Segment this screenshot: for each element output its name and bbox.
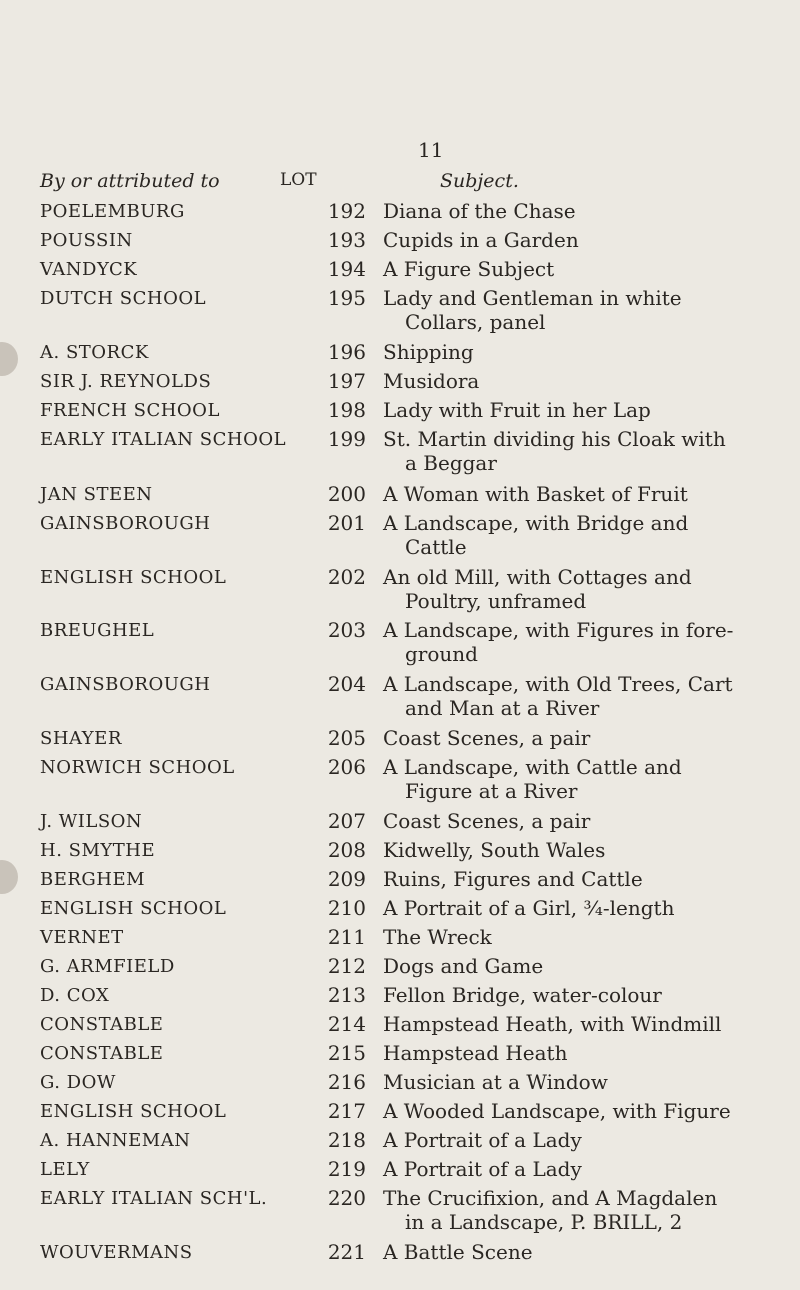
- subject-text: [383, 1041, 793, 1065]
- subject-line: Fellon Bridge, water-colour: [383, 983, 662, 1007]
- subject-continuation: a Beggar: [405, 451, 497, 475]
- subject-line: A Landscape, with Figures in fore-: [383, 618, 734, 642]
- lot-number: 214: [327, 1012, 366, 1036]
- artist-name: G. ARMFIELD: [40, 956, 175, 977]
- subject-text: [383, 672, 793, 720]
- lot-number: 205: [327, 726, 366, 750]
- artist-name: SHAYER: [40, 728, 122, 749]
- artist-name: EARLY ITALIAN SCHOOL: [40, 429, 287, 450]
- lot-number: 209: [327, 867, 366, 891]
- subject-text: [383, 954, 793, 978]
- lot-number: 208: [327, 838, 366, 862]
- lot-number: 203: [327, 618, 366, 642]
- lot-number: 215: [327, 1041, 366, 1065]
- lot-number: 195: [327, 286, 366, 310]
- artist-name: CONSTABLE: [40, 1014, 164, 1035]
- subject-text: [383, 482, 793, 506]
- artist-name: BREUGHEL: [40, 620, 155, 641]
- subject-line: A Battle Scene: [383, 1240, 533, 1264]
- subject-text: [383, 755, 793, 803]
- subject-line: Cupids in a Garden: [383, 228, 579, 252]
- artist-name: ENGLISH SCHOOL: [40, 567, 227, 588]
- subject-text: [383, 565, 793, 613]
- subject-line: Lady with Fruit in her Lap: [383, 398, 651, 422]
- artist-name: GAINSBOROUGH: [40, 513, 211, 534]
- artist-name: POELEMBURG: [40, 201, 185, 222]
- artist-name: GAINSBOROUGH: [40, 674, 211, 695]
- lot-number: 212: [327, 954, 366, 978]
- subject-text: [383, 726, 793, 750]
- paper-spot: [0, 860, 18, 894]
- subject-continuation: and Man at a River: [405, 696, 600, 720]
- subject-line: Shipping: [383, 340, 474, 364]
- lot-number: 216: [327, 1070, 366, 1094]
- subject-text: [383, 1012, 793, 1036]
- subject-text: [383, 427, 793, 475]
- subject-line: A Landscape, with Old Trees, Cart: [383, 672, 733, 696]
- subject-continuation: ground: [405, 642, 478, 666]
- lot-number: 206: [327, 755, 366, 779]
- subject-text: [383, 1186, 793, 1234]
- artist-name: BERGHEM: [40, 869, 146, 890]
- lot-number: 211: [327, 925, 366, 949]
- subject-line: St. Martin dividing his Cloak with: [383, 427, 726, 451]
- subject-line: Musician at a Window: [383, 1070, 608, 1094]
- artist-name: ENGLISH SCHOOL: [40, 898, 227, 919]
- subject-text: [383, 398, 793, 422]
- subject-line: Diana of the Chase: [383, 199, 576, 223]
- subject-text: [383, 257, 793, 281]
- artist-name: A. STORCK: [40, 342, 149, 363]
- artist-name: LELY: [40, 1159, 90, 1180]
- artist-name: VANDYCK: [40, 259, 138, 280]
- subject-text: [383, 1157, 793, 1181]
- subject-line: Coast Scenes, a pair: [383, 809, 591, 833]
- artist-name: ENGLISH SCHOOL: [40, 1101, 227, 1122]
- lot-number: 217: [327, 1099, 366, 1123]
- subject-line: The Wreck: [383, 925, 492, 949]
- lot-number: 218: [327, 1128, 366, 1152]
- subject-continuation: Cattle: [405, 535, 467, 559]
- subject-continuation: Figure at a River: [405, 779, 578, 803]
- subject-line: A Wooded Landscape, with Figure: [383, 1099, 731, 1123]
- lot-number: 219: [327, 1157, 366, 1181]
- lot-number: 213: [327, 983, 366, 1007]
- header-subject: Subject.: [440, 170, 519, 192]
- subject-line: A Portrait of a Lady: [383, 1128, 582, 1152]
- lot-number: 200: [327, 482, 366, 506]
- lot-number: 192: [327, 199, 366, 223]
- artist-name: WOUVERMANS: [40, 1242, 193, 1263]
- subject-line: Coast Scenes, a pair: [383, 726, 591, 750]
- subject-line: A Landscape, with Bridge and: [383, 511, 689, 535]
- subject-text: [383, 618, 793, 666]
- subject-line: Hampstead Heath: [383, 1041, 568, 1065]
- lot-number: 202: [327, 565, 366, 589]
- subject-text: [383, 369, 793, 393]
- subject-line: A Portrait of a Lady: [383, 1157, 582, 1181]
- subject-line: Hampstead Heath, with Windmill: [383, 1012, 722, 1036]
- lot-number: 221: [327, 1240, 366, 1264]
- page-number: 11: [418, 138, 444, 162]
- artist-name: DUTCH SCHOOL: [40, 288, 207, 309]
- subject-line: Kidwelly, South Wales: [383, 838, 606, 862]
- subject-text: [383, 809, 793, 833]
- lot-number: 207: [327, 809, 366, 833]
- artist-name: H. SMYTHE: [40, 840, 156, 861]
- subject-line: Ruins, Figures and Cattle: [383, 867, 643, 891]
- subject-continuation: in a Landscape, P. BRILL, 2: [405, 1210, 683, 1234]
- subject-line: Lady and Gentleman in white: [383, 286, 682, 310]
- lot-number: 220: [327, 1186, 366, 1210]
- lot-number: 194: [327, 257, 366, 281]
- subject-line: An old Mill, with Cottages and: [383, 565, 692, 589]
- subject-text: [383, 896, 793, 920]
- lot-number: 210: [327, 896, 366, 920]
- artist-name: J. WILSON: [40, 811, 143, 832]
- lot-number: 193: [327, 228, 366, 252]
- subject-text: [383, 838, 793, 862]
- subject-text: [383, 1128, 793, 1152]
- artist-name: EARLY ITALIAN SCH'L.: [40, 1188, 268, 1209]
- subject-text: [383, 511, 793, 559]
- subject-text: [383, 228, 793, 252]
- artist-name: G. DOW: [40, 1072, 116, 1093]
- lot-number: 196: [327, 340, 366, 364]
- subject-text: [383, 1240, 793, 1264]
- lot-number: 204: [327, 672, 366, 696]
- subject-line: A Portrait of a Girl, ¾-length: [383, 896, 675, 920]
- artist-name: CONSTABLE: [40, 1043, 164, 1064]
- subject-line: A Figure Subject: [383, 257, 555, 281]
- artist-name: D. COX: [40, 985, 110, 1006]
- subject-text: [383, 925, 793, 949]
- subject-text: [383, 199, 793, 223]
- subject-line: A Landscape, with Cattle and: [383, 755, 682, 779]
- subject-text: [383, 983, 793, 1007]
- subject-continuation: Collars, panel: [405, 310, 546, 334]
- subject-text: [383, 340, 793, 364]
- artist-name: POUSSIN: [40, 230, 133, 251]
- lot-number: 199: [327, 427, 366, 451]
- artist-name: SIR J. REYNOLDS: [40, 371, 212, 392]
- lot-number: 201: [327, 511, 366, 535]
- subject-continuation: Poultry, unframed: [405, 589, 587, 613]
- subject-text: [383, 1070, 793, 1094]
- subject-line: The Crucifixion, and A Magdalen: [383, 1186, 718, 1210]
- header-artist: By or attributed to: [40, 170, 220, 192]
- lot-number: 198: [327, 398, 366, 422]
- subject-line: Dogs and Game: [383, 954, 544, 978]
- subject-text: [383, 286, 793, 334]
- artist-name: VERNET: [40, 927, 124, 948]
- header-lot: LOT: [280, 170, 317, 190]
- artist-name: JAN STEEN: [40, 484, 153, 505]
- lot-number: 197: [327, 369, 366, 393]
- subject-text: [383, 1099, 793, 1123]
- artist-name: NORWICH SCHOOL: [40, 757, 235, 778]
- artist-name: A. HANNEMAN: [40, 1130, 191, 1151]
- artist-name: FRENCH SCHOOL: [40, 400, 220, 421]
- subject-line: A Woman with Basket of Fruit: [383, 482, 688, 506]
- subject-text: [383, 867, 793, 891]
- subject-line: Musidora: [383, 369, 480, 393]
- paper-spot: [0, 342, 18, 376]
